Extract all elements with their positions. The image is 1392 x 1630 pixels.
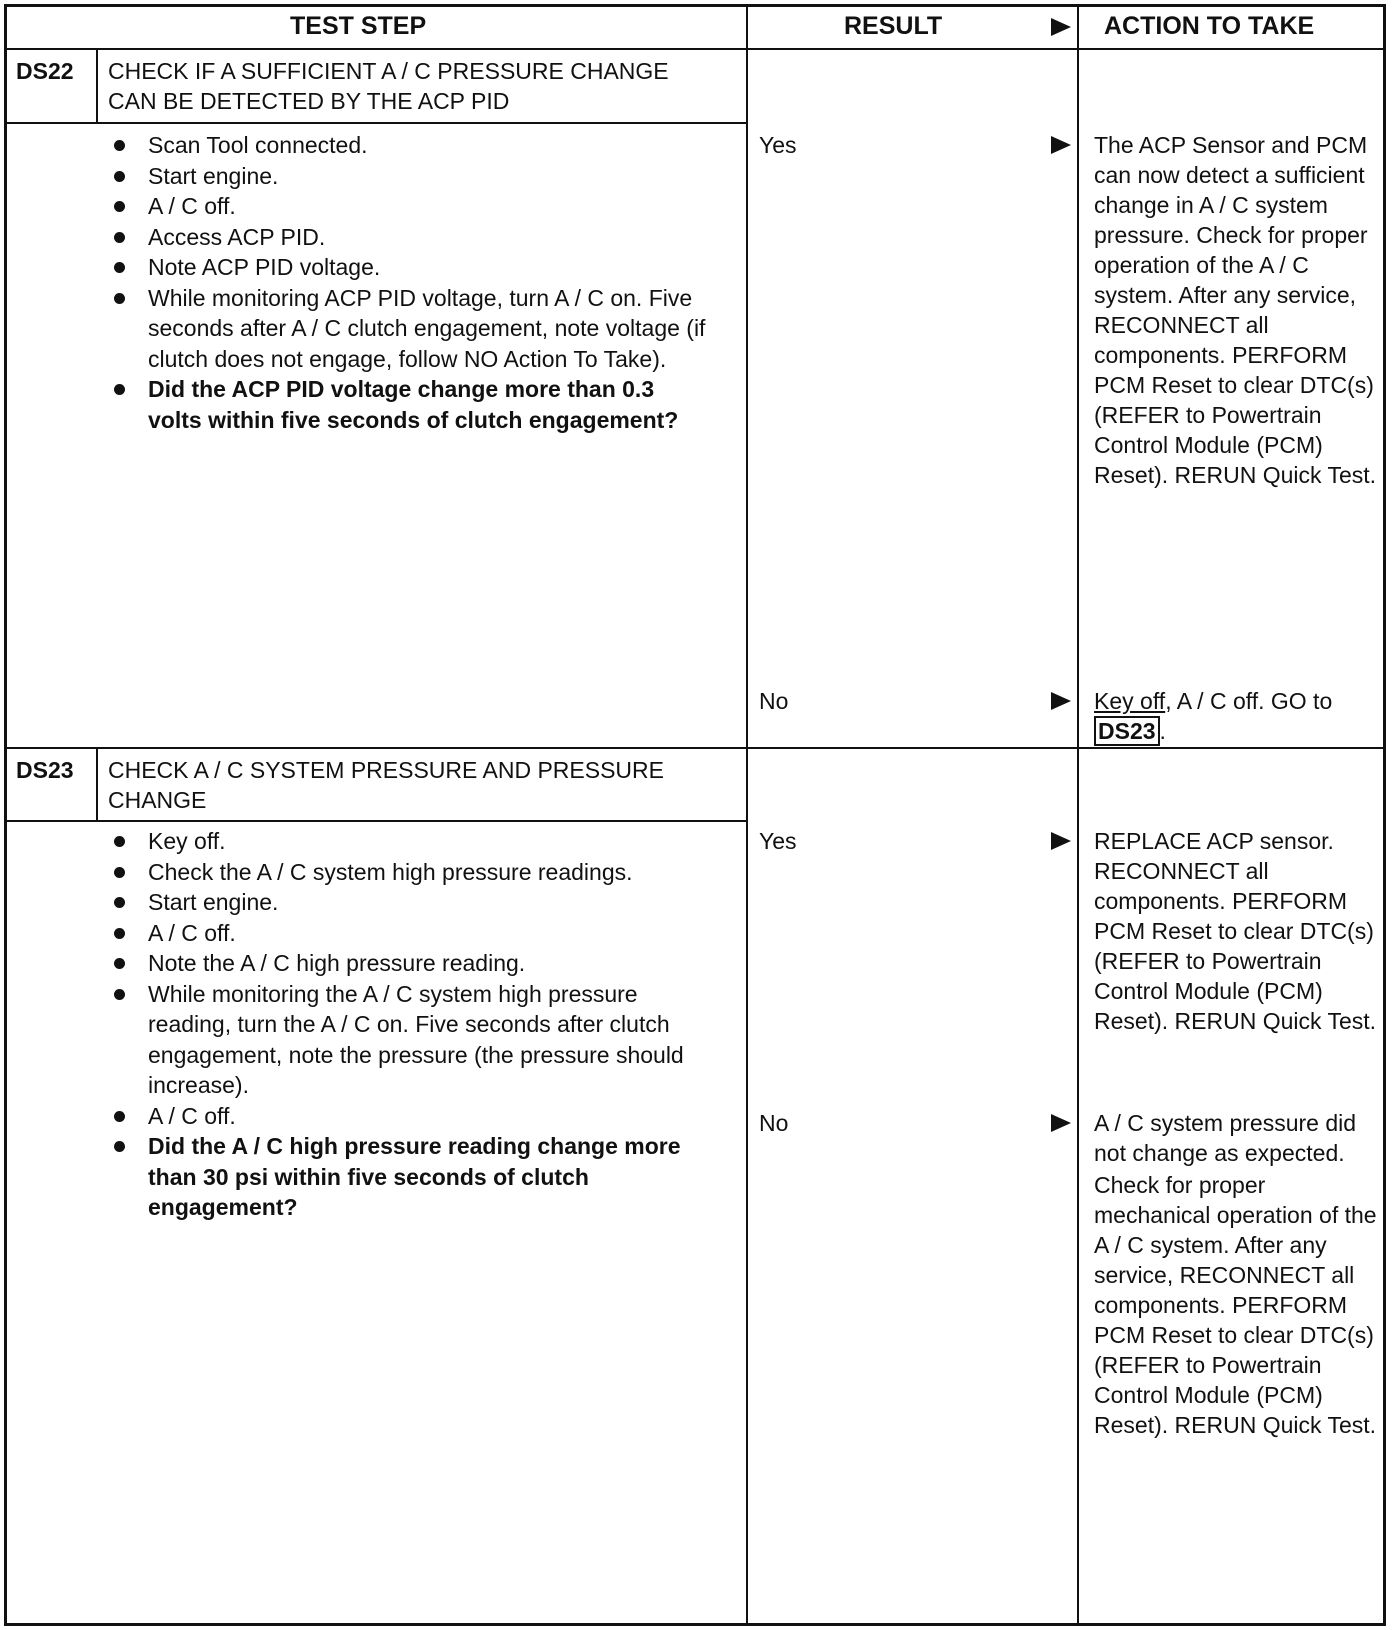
arrow-icon: [1051, 18, 1071, 36]
list-item: While monitoring ACP PID voltage, turn A / C on. Five seconds after A / C clutch engagement, note voltage (if clutch does not engage, follow NO Action To Take).: [108, 283, 713, 375]
step-title: CHECK A / C SYSTEM PRESSURE AND PRESSURE CHANGE: [108, 757, 664, 813]
list-item: Start engine.: [108, 887, 713, 918]
key-off-text: Key off: [1094, 688, 1166, 714]
list-item: While monitoring the A / C system high pressure reading, turn the A / C on. Five seconds after clutch engagement, note the pressure (the pressure should increase).: [108, 979, 713, 1101]
result-no: No: [759, 1110, 789, 1136]
list-item-question: Did the ACP PID voltage change more than 0.3 volts within five seconds of clutch engagement?: [108, 374, 713, 435]
result-no: No: [759, 688, 789, 714]
step-bullet-list: [108, 130, 713, 435]
list-item: A / C off.: [108, 1101, 713, 1132]
list-item: Scan Tool connected.: [108, 130, 713, 161]
arrow-icon: [1051, 136, 1071, 154]
header-divider: [4, 48, 1386, 50]
list-item: Access ACP PID.: [108, 222, 713, 253]
step-title: CHECK IF A SUFFICIENT A / C PRESSURE CHANGE CAN BE DETECTED BY THE ACP PID: [108, 58, 669, 114]
action-text: A / C system pressure did not change as expected. Check for proper mechanical operation of the A / C system. After any service, RECONNECT all components. PERFORM PCM Reset to clear DTC(s) (REFER to Powertrain Control Module (PCM) Reset). RERUN Quick Test.: [1094, 1110, 1377, 1438]
list-item: Note ACP PID voltage.: [108, 252, 713, 283]
result-yes: Yes: [759, 132, 797, 158]
step-title-divider: [4, 820, 748, 822]
list-item-question: Did the A / C high pressure reading change more than 30 psi within five seconds of clutch engagement?: [108, 1131, 713, 1223]
arrow-icon: [1051, 692, 1071, 710]
result-yes: Yes: [759, 828, 797, 854]
row-divider: [4, 747, 1386, 749]
step-id-divider: [96, 50, 98, 123]
header-result: RESULT: [844, 12, 943, 40]
list-item: Key off.: [108, 826, 713, 857]
list-item: A / C off.: [108, 918, 713, 949]
column-divider-action: [1077, 4, 1079, 1626]
step-id: DS23: [16, 757, 74, 783]
step-id: DS22: [16, 58, 74, 84]
action-text: REPLACE ACP sensor. RECONNECT all components. PERFORM PCM Reset to clear DTC(s) (REFER to Powertrain Control Module (PCM) Reset). RERUN Quick Test.: [1094, 828, 1377, 1034]
table-border-top: [4, 4, 1386, 7]
list-item: Note the A / C high pressure reading.: [108, 948, 713, 979]
step-id-divider: [96, 749, 98, 822]
action-text: Key off, A / C off. GO to DS23 .: [1094, 688, 1333, 744]
column-divider-result: [746, 4, 748, 1626]
arrow-icon: [1051, 832, 1071, 850]
step-bullet-list: [108, 826, 713, 1223]
arrow-icon: [1051, 1114, 1071, 1132]
table-border-left: [4, 4, 7, 1626]
list-item: A / C off.: [108, 191, 713, 222]
list-item: Check the A / C system high pressure readings.: [108, 857, 713, 888]
table-border-bottom: [4, 1623, 1386, 1626]
header-test-step: TEST STEP: [290, 12, 427, 40]
header-action: ACTION TO TAKE: [1104, 12, 1315, 40]
goto-ds23-link[interactable]: DS23: [1094, 716, 1160, 746]
step-title-divider: [4, 122, 748, 124]
action-text: The ACP Sensor and PCM can now detect a sufficient change in A / C system pressure. Check for proper operation of the A / C system. After any service, RECONNECT all components. PERFORM PCM Reset to clear DTC(s) (REFER to Powertrain Control Module (PCM) Reset). RERUN Quick Test.: [1094, 132, 1377, 488]
list-item: Start engine.: [108, 161, 713, 192]
diagnostic-table: [4, 4, 1386, 1626]
